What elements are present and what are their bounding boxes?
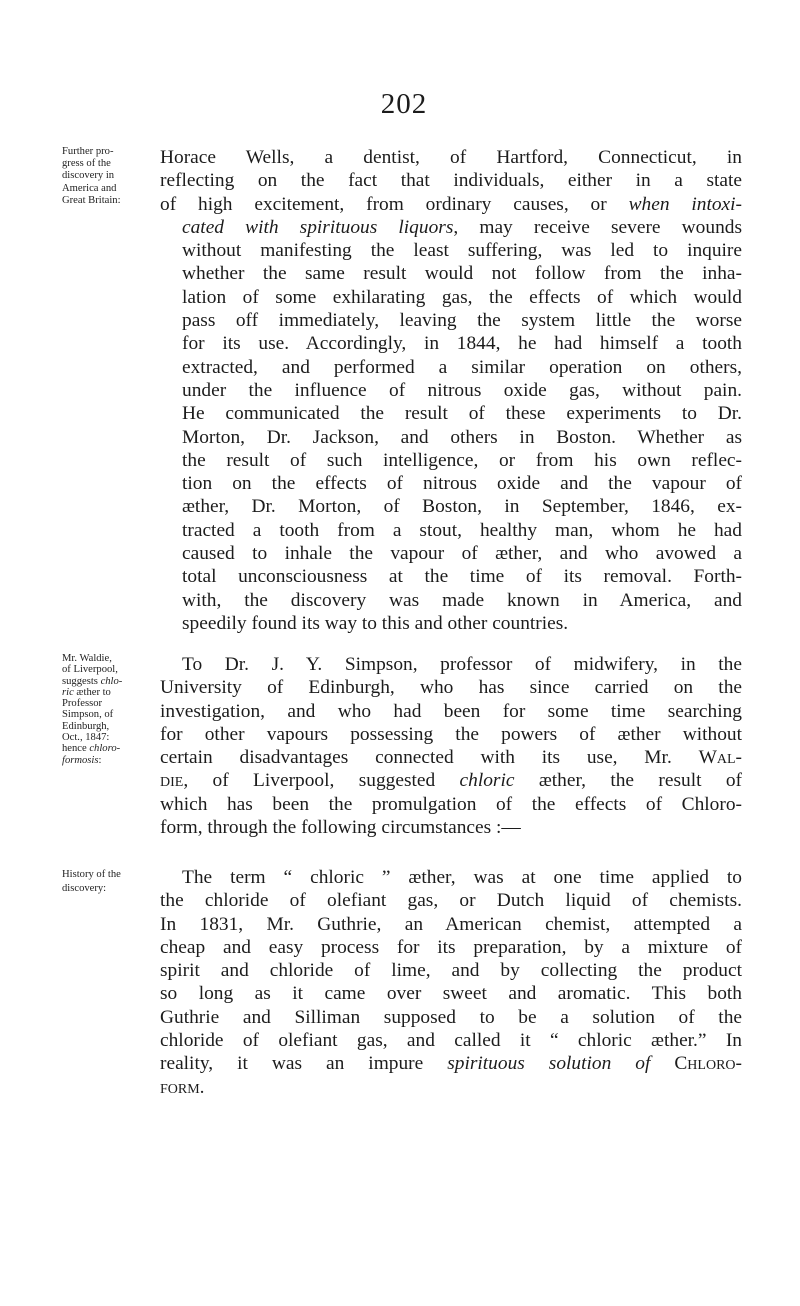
margin-note-line: Great Britain: [62,194,121,206]
margin-note-line: Simpson, of [62,709,114,721]
text-line: for its use. Accordingly, in 1844, he had himself a tooth [182,333,742,355]
text-line: lation of some exhilarating gas, the effects of which would [182,286,742,308]
margin-note [62,146,152,207]
paragraph-text [160,653,742,839]
text-line: cheap and easy process for its preparation, by a mixture of [160,936,742,958]
text-line: chloride of olefiant gas, and called it “ chloric æther.” In [160,1030,742,1052]
text-line: speedily found its way to this and other countries. [182,612,569,634]
text-line: extracted, and performed a similar operation on others, [182,356,742,378]
text-line: Guthrie and Silliman supposed to be a solution of the [160,1006,742,1028]
margin-note-line: ric æther to [62,686,111,698]
margin-note-line: History of the [62,869,121,880]
margin-note [62,653,152,766]
text-line: whether the same result would not follow from the inha- [182,263,742,285]
text-line: cated with spirituous liquors, may receive severe wounds [182,216,742,238]
text-line: the result of such intelligence, or from his own reflec- [182,449,742,471]
page-number: 202 [380,88,428,120]
text-line: reality, it was an impure spirituous solution of Chloro- [160,1053,742,1075]
text-line: certain disadvantages connected with its use, Mr. Wal- [160,747,742,769]
text-line: reflecting on the fact that individuals, either in a state [160,170,742,192]
text-line: He communicated the result of these experiments to Dr. [182,403,742,425]
text-line: total unconsciousness at the time of its removal. Forth- [182,566,742,588]
margin-note [62,868,152,896]
text-line: caused to inhale the vapour of æther, and who avowed a [182,543,742,565]
text-line: University of Edinburgh, who has since carried on the [160,677,742,699]
margin-note-line: Mr. Waldie, [62,653,112,664]
text-line: for other vapours possessing the powers of æther without [160,723,742,745]
margin-note-line: of Liverpool, [62,664,118,676]
margin-note-line: discovery in [62,170,115,182]
margin-note-line: discovery: [62,883,107,894]
text-line: tion on the effects of nitrous oxide and the vapour of [182,473,742,495]
margin-note-line: America and [62,182,117,194]
text-line: spirit and chloride of lime, and by collecting the product [160,960,742,982]
text-line: form, through the following circumstances :— [160,817,521,839]
margin-note-line: gress of the [62,158,111,170]
text-line: Horace Wells, a dentist, of Hartford, Connecticut, in [160,147,742,168]
text-line: To Dr. J. Y. Simpson, professor of midwifery, in the [182,654,742,675]
text-line: under the influence of nitrous oxide gas, without pain. [182,379,742,401]
text-line: æther, Dr. Morton, of Boston, in September, 1846, ex- [182,496,742,518]
text-line: so long as it came over sweet and aromatic. This both [160,983,742,1005]
text-line: with, the discovery was made known in America, and [182,589,742,611]
margin-note-line: hence chloro- [62,743,121,755]
text-line: Morton, Dr. Jackson, and others in Boston. Whether as [182,426,742,448]
paragraph-text [160,866,742,1099]
text-line: without manifesting the least suffering, was led to inquire [182,240,742,262]
text-line: form. [160,1076,205,1098]
text-line: The term “ chloric ” æther, was at one time applied to [182,867,742,888]
text-line: tracted a tooth from a stout, healthy man, whom he had [182,519,742,541]
text-line: the chloride of olefiant gas, or Dutch liquid of chemists. [160,890,742,912]
margin-note-line: Further pro- [62,146,114,157]
paragraph-text [160,146,742,635]
margin-note-line: suggests chlo- [62,675,123,687]
text-line: die, of Liverpool, suggested chloric æther, the result of [160,770,742,792]
margin-note-line: Edinburgh, [62,720,110,732]
margin-note-line: Professor [62,698,103,710]
text-line: which has been the promulgation of the effects of Chloro- [160,793,742,815]
margin-note-line: formosis: [62,754,102,766]
text-line: pass off immediately, leaving the system little the worse [182,310,742,332]
text-line: In 1831, Mr. Guthrie, an American chemist, attempted a [160,913,742,935]
text-line: of high excitement, from ordinary causes, or when intoxi- [160,193,742,215]
margin-note-line: Oct., 1847: [62,732,110,744]
text-line: investigation, and who had been for some time searching [160,700,742,722]
